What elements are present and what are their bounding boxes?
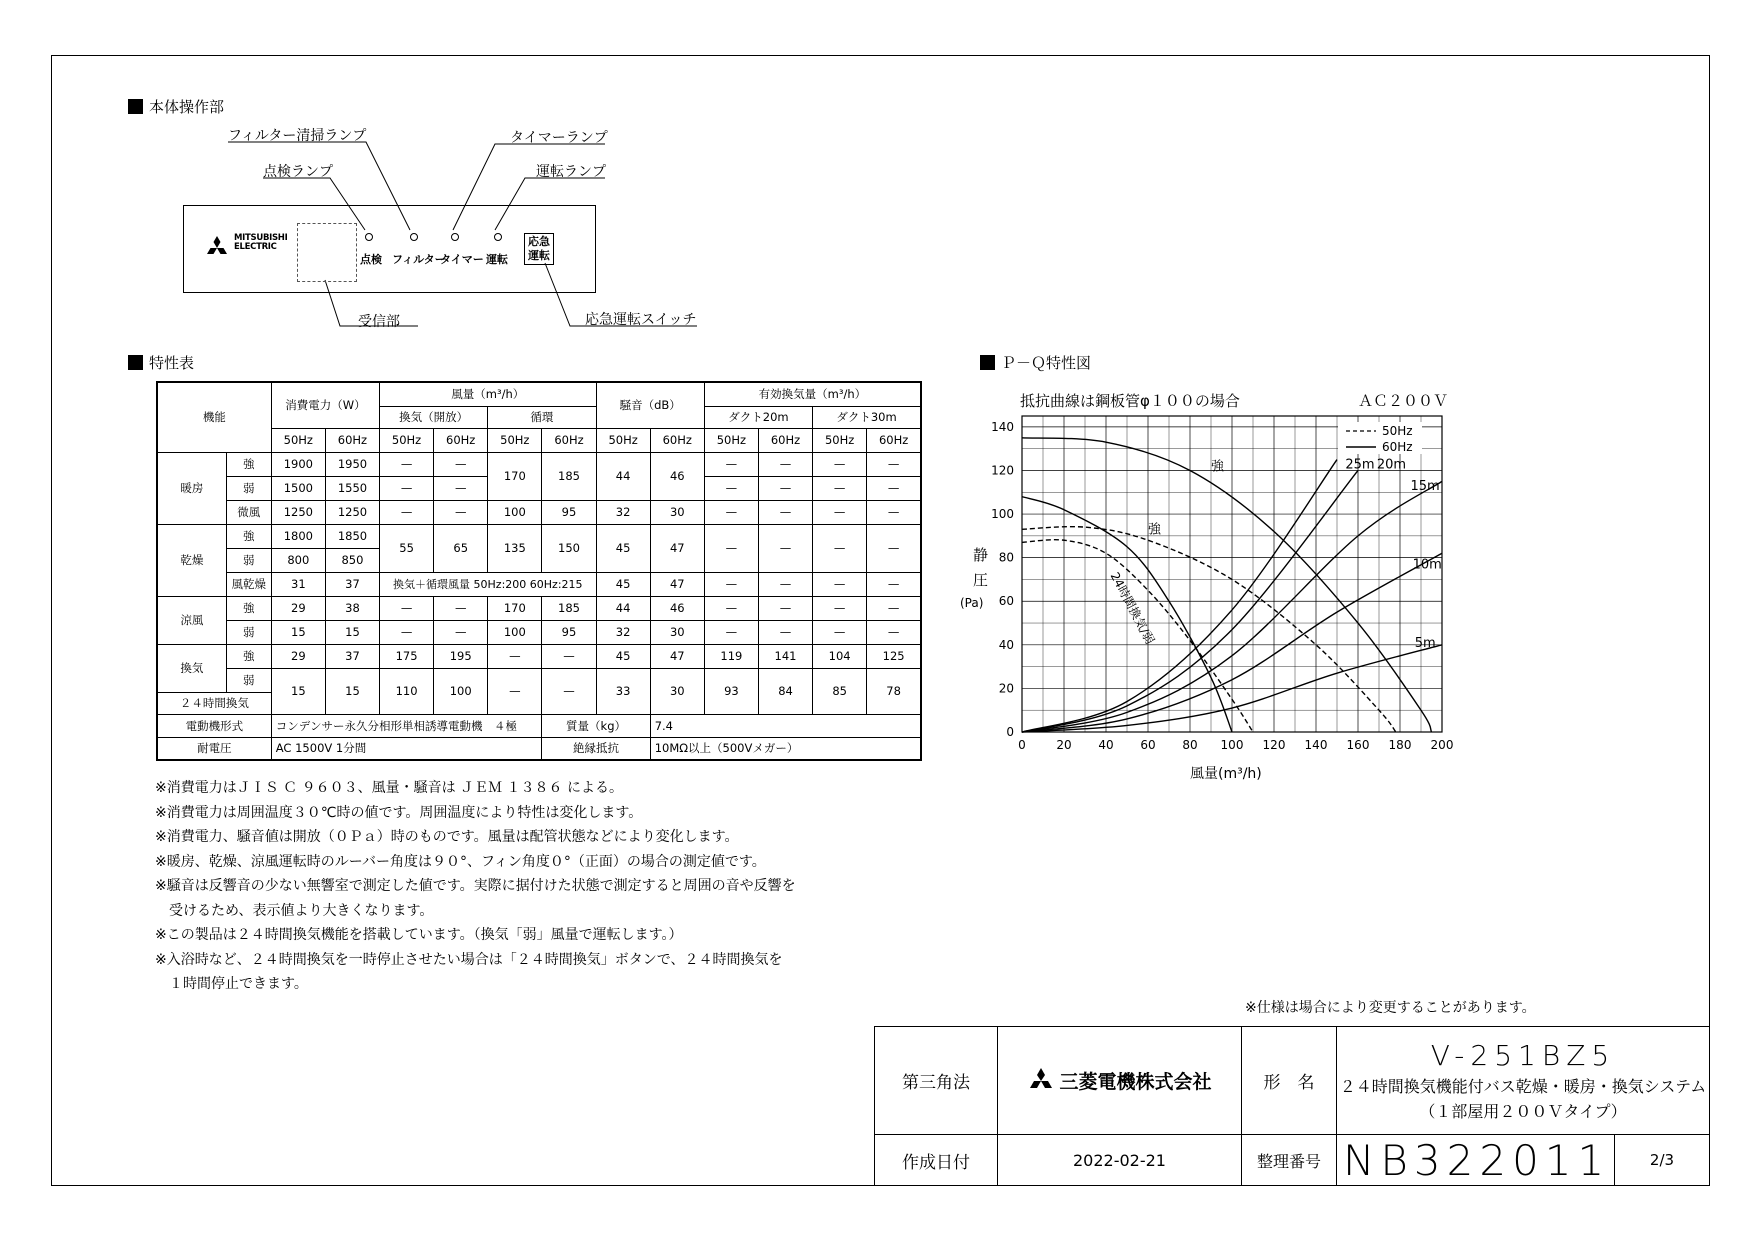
x-tick-label: 120 <box>1262 738 1286 752</box>
table-cell: 45 <box>596 644 650 668</box>
table-cell: — <box>813 500 867 524</box>
notes-list <box>155 776 796 997</box>
table-cell: 15 <box>325 668 379 714</box>
table-cell: 95 <box>542 620 596 644</box>
table-cell: — <box>813 572 867 596</box>
pq-ylabel-unit: (Pa) <box>960 596 984 610</box>
mode-cell: 弱 <box>226 620 271 644</box>
emergency-label-1: 応急 <box>528 235 550 248</box>
table-cell: 30 <box>650 668 704 714</box>
hz-cell: 60Hz <box>867 428 921 452</box>
timer-lamp-callout: タイマーランプ <box>510 130 608 146</box>
table-cell: 31 <box>271 572 325 596</box>
title-block <box>874 1026 1710 1186</box>
table-cell: — <box>704 452 758 476</box>
table-cell: 47 <box>650 572 704 596</box>
product-name-1: ２４時間換気機能付バス乾燥・暖房・換気システム <box>1339 1077 1707 1096</box>
table-cell: — <box>758 572 812 596</box>
table-cell: — <box>867 476 921 500</box>
note-line: ※この製品は２４時間換気機能を搭載しています。（換気「弱」風量で運転します。） <box>155 927 683 943</box>
header-duct30: ダクト30m <box>813 406 921 428</box>
table-row <box>157 452 921 476</box>
group-heating: 暖房 <box>157 452 226 524</box>
motor-label: 電動機形式 <box>157 714 271 737</box>
legend-60hz: 60Hz <box>1382 440 1413 454</box>
header-vent-open: 換気（開放） <box>380 406 488 428</box>
table-cell: 1800 <box>271 524 325 548</box>
header-noise: 騒音（dB） <box>596 382 704 428</box>
hz-cell: 50Hz <box>704 428 758 452</box>
table-cell: 32 <box>596 500 650 524</box>
mode-cell: 強 <box>226 452 271 476</box>
table-cell: 195 <box>434 644 488 668</box>
pq-ylabel-1: 静 <box>973 546 989 564</box>
emergency-label-2: 運転 <box>528 249 550 262</box>
table-cell: — <box>434 596 488 620</box>
y-tick-label: 20 <box>998 681 1014 696</box>
pq-subtitle: 抵抗曲線は鋼板管φ１００の場合 <box>1020 392 1240 410</box>
x-tick-label: 20 <box>1056 738 1072 752</box>
table-cell: 141 <box>758 644 812 668</box>
mitsubishi-logo-icon <box>1027 1068 1055 1094</box>
curve-label: 20m <box>1376 457 1407 473</box>
table-cell: — <box>867 524 921 572</box>
mode-cell: 強 <box>226 644 271 668</box>
table-cell: — <box>542 668 596 714</box>
table-cell: 119 <box>704 644 758 668</box>
curve-label: 10m <box>1412 557 1442 573</box>
y-tick-label: 100 <box>991 507 1014 522</box>
table-cell: 15 <box>271 620 325 644</box>
mitsubishi-logo-icon <box>204 236 230 260</box>
table-cell: — <box>704 500 758 524</box>
table-cell: — <box>758 476 812 500</box>
table-cell: — <box>758 452 812 476</box>
table-cell: 185 <box>542 452 596 500</box>
table-cell: 45 <box>596 572 650 596</box>
table-cell: 185 <box>542 596 596 620</box>
table-cell: — <box>758 596 812 620</box>
note-line: ※消費電力は周囲温度３０℃時の値です。周囲温度により特性は変化します。 <box>155 804 643 821</box>
table-cell: — <box>813 524 867 572</box>
emergency-switch-callout: 応急運転スイッチ <box>585 312 697 328</box>
table-cell: — <box>434 476 488 500</box>
maker-logo-text <box>234 234 287 252</box>
square-bullet-icon <box>128 355 143 370</box>
withstand-value: AC 1500V 1分間 <box>271 737 542 760</box>
pq-legend <box>1338 422 1422 454</box>
table-cell: — <box>867 452 921 476</box>
table-cell: 47 <box>650 644 704 668</box>
hz-cell: 60Hz <box>325 428 379 452</box>
check-label: 点検 <box>360 253 382 266</box>
curve-label: 強 <box>1211 459 1225 475</box>
table-cell: 1900 <box>271 452 325 476</box>
table-row <box>157 737 921 760</box>
square-bullet-icon <box>980 355 995 370</box>
table-cell: 44 <box>596 596 650 620</box>
mass-label: 質量（kg） <box>542 714 650 737</box>
docno-cell <box>1336 1134 1615 1186</box>
table-cell: 95 <box>542 500 596 524</box>
table-cell: — <box>380 620 434 644</box>
table-cell: 55 <box>380 524 434 572</box>
logo-line1: MITSUBISHI <box>234 233 288 243</box>
x-tick-label: 100 <box>1220 738 1244 752</box>
y-tick-label: 0 <box>1006 725 1014 739</box>
note-line: ※消費電力、騒音値は開放（０Ｐａ）時のものです。風量は配管状態などにより変化します。 <box>155 829 739 845</box>
table-cell: — <box>488 668 542 714</box>
group-vent: 換気 <box>157 644 226 692</box>
table-cell: 78 <box>867 668 921 714</box>
note-line: 受けるため、表示値より大きくなります。 <box>155 902 434 919</box>
pq-heading-text: Ｐ－Ｑ特性図 <box>1001 354 1092 372</box>
emergency-run-button[interactable] <box>524 233 554 265</box>
page-cell <box>1614 1134 1710 1186</box>
table-cell: 47 <box>650 524 704 572</box>
table-cell: 46 <box>650 452 704 500</box>
table-cell: — <box>704 620 758 644</box>
table-cell: 150 <box>542 524 596 572</box>
table-cell: 32 <box>596 620 650 644</box>
spec-table <box>156 381 922 761</box>
table-cell: 30 <box>650 500 704 524</box>
table-cell: 100 <box>434 668 488 714</box>
x-tick-label: 40 <box>1098 738 1114 752</box>
hz-cell: 60Hz <box>542 428 596 452</box>
mode-cell: 弱 <box>226 476 271 500</box>
table-cell: — <box>867 620 921 644</box>
table-row <box>157 620 921 644</box>
table-cell: 100 <box>488 500 542 524</box>
table-cell: — <box>380 596 434 620</box>
table-cell: — <box>704 524 758 572</box>
x-tick-label: 0 <box>1018 738 1026 752</box>
company-cell <box>997 1026 1242 1135</box>
table-cell: 33 <box>596 668 650 714</box>
page-number: 2/3 <box>1649 1151 1675 1169</box>
table-cell: — <box>380 476 434 500</box>
check-lamp <box>365 233 373 241</box>
table-cell: 65 <box>434 524 488 572</box>
spec-section-heading <box>128 352 194 373</box>
model-label: 形 名 <box>1263 1073 1315 1093</box>
table-cell: 29 <box>271 596 325 620</box>
table-cell: 850 <box>325 548 379 572</box>
mode-cell: 微風 <box>226 500 271 524</box>
spec-heading-text: 特性表 <box>149 354 195 372</box>
table-cell: 104 <box>813 644 867 668</box>
mode-cell: 風乾燥 <box>226 572 271 596</box>
check-lamp-callout: 点検ランプ <box>263 164 333 180</box>
mode-cell: 強 <box>226 524 271 548</box>
table-cell: — <box>488 644 542 668</box>
x-tick-label: 180 <box>1388 738 1412 752</box>
mode-cell: 弱 <box>226 668 271 692</box>
pq-ylabel-2: 圧 <box>973 571 989 589</box>
table-row <box>157 524 921 548</box>
table-cell: 15 <box>325 620 379 644</box>
hz-cell: 60Hz <box>434 428 488 452</box>
timer-lamp <box>451 233 459 241</box>
y-tick-label: 140 <box>991 419 1014 434</box>
series-line-solid-60Hz <box>1022 438 1432 732</box>
x-tick-label: 80 <box>1182 738 1198 752</box>
doc-no-label: 整理番号 <box>1256 1151 1321 1171</box>
table-cell: — <box>542 644 596 668</box>
product-name-2: （１部屋用２００Ｖタイプ） <box>1419 1102 1627 1121</box>
receiver-callout: 受信部 <box>358 314 400 330</box>
y-tick-label: 80 <box>998 550 1014 565</box>
table-cell: 38 <box>325 596 379 620</box>
insulation-label: 絶縁抵抗 <box>542 737 650 760</box>
note-line: １時間停止できます。 <box>155 976 308 992</box>
table-row <box>157 572 921 596</box>
x-tick-label: 140 <box>1304 738 1328 752</box>
table-cell: 46 <box>650 596 704 620</box>
table-cell: — <box>380 452 434 476</box>
legend-50hz: 50Hz <box>1382 424 1413 438</box>
y-tick-label: 60 <box>998 594 1014 609</box>
y-tick-label: 120 <box>991 463 1014 478</box>
filter-lamp-callout: フィルター清掃ランプ <box>228 128 367 144</box>
header-airflow: 風量（m³/h） <box>380 382 597 406</box>
table-row <box>157 596 921 620</box>
table-cell: — <box>867 572 921 596</box>
filter-label: フィルター <box>392 253 446 266</box>
table-cell: 45 <box>596 524 650 572</box>
table-cell: — <box>813 476 867 500</box>
projection-cell <box>874 1026 998 1135</box>
table-cell: 175 <box>380 644 434 668</box>
x-tick-label: 60 <box>1140 738 1156 752</box>
table-cell: — <box>434 452 488 476</box>
table-cell: 37 <box>325 644 379 668</box>
mass-value: 7.4 <box>650 714 921 737</box>
table-cell: 1850 <box>325 524 379 548</box>
model-cell <box>1336 1026 1710 1135</box>
x-tick-label: 160 <box>1346 738 1370 752</box>
panel-heading-text: 本体操作部 <box>149 98 225 116</box>
mode-cell: 強 <box>226 596 271 620</box>
date-cell <box>997 1134 1242 1186</box>
pq-curve-labels <box>1108 457 1442 651</box>
control-panel <box>183 205 596 293</box>
table-cell: — <box>704 476 758 500</box>
table-cell: 37 <box>325 572 379 596</box>
header-function: 機能 <box>157 382 271 452</box>
header-power: 消費電力（W） <box>271 382 379 428</box>
timer-label: タイマー <box>440 253 484 266</box>
pq-chart <box>980 400 1460 765</box>
table-cell: — <box>867 500 921 524</box>
series-line-resistance <box>1022 460 1337 732</box>
table-cell: 85 <box>813 668 867 714</box>
date-label: 作成日付 <box>902 1152 970 1173</box>
docno-label-cell <box>1241 1134 1337 1186</box>
pq-voltage: ＡＣ２００Ｖ <box>1358 392 1449 410</box>
table-cell: 1250 <box>325 500 379 524</box>
note-line: ※入浴時など、２４時間換気を一時停止させたい場合は「２４時間換気」ボタンで、２４時間換気を <box>155 951 783 968</box>
hz-cell: 50Hz <box>271 428 325 452</box>
motor-value: コンデンサー永久分相形単相誘導電動機 ４極 <box>271 714 542 737</box>
hz-cell: 60Hz <box>758 428 812 452</box>
table-cell: 84 <box>758 668 812 714</box>
table-row <box>157 668 921 692</box>
table-cell: 170 <box>488 452 542 500</box>
table-cell: — <box>380 500 434 524</box>
group-drying: 乾燥 <box>157 524 226 596</box>
curve-label-24h: 24時間換気/弱 <box>1107 569 1158 647</box>
table-cell: 換気＋循環風量 50Hz:200 60Hz:215 <box>380 572 597 596</box>
hz-cell: 50Hz <box>488 428 542 452</box>
hz-cell: 60Hz <box>650 428 704 452</box>
y-tick-label: 40 <box>998 637 1014 652</box>
table-row <box>157 714 921 737</box>
curve-label: 5m <box>1414 636 1436 652</box>
table-cell: 44 <box>596 452 650 500</box>
insulation-value: 10MΩ以上（500Vメガー） <box>650 737 921 760</box>
hz-cell: 50Hz <box>380 428 434 452</box>
table-cell: 170 <box>488 596 542 620</box>
run-lamp <box>494 233 502 241</box>
table-cell: 800 <box>271 548 325 572</box>
mode-cell: 弱 <box>226 548 271 572</box>
table-cell: 110 <box>380 668 434 714</box>
withstand-label: 耐電圧 <box>157 737 271 760</box>
header-circulation: 循環 <box>488 406 596 428</box>
table-cell: — <box>758 524 812 572</box>
model-label-cell <box>1241 1026 1337 1135</box>
note-line: ※消費電力はＪＩＳ Ｃ ９６０３、風量・騒音は ＪＥＭ １３８６ による。 <box>155 780 623 796</box>
pq-xlabel: 風量(m³/h) <box>1190 766 1262 782</box>
run-lamp-callout: 運転ランプ <box>536 164 606 180</box>
pq-section-heading <box>980 352 1091 373</box>
table-row <box>157 644 921 668</box>
note-line: ※暖房、乾燥、涼風運転時のルーバー角度は９０°、フィン角度０°（正面）の場合の測定値です。 <box>155 853 766 870</box>
spec-change-note: ※仕様は場合により変更することがあります。 <box>1245 1000 1536 1016</box>
table-cell: — <box>867 596 921 620</box>
receiver-window <box>297 223 357 282</box>
projection-method: 第三角法 <box>902 1073 970 1093</box>
logo-line2: ELECTRIC <box>234 242 277 252</box>
hz-cell: 50Hz <box>813 428 867 452</box>
table-cell: 15 <box>271 668 325 714</box>
curve-label: 25m <box>1345 457 1375 473</box>
table-cell: 1500 <box>271 476 325 500</box>
table-cell: 1250 <box>271 500 325 524</box>
table-cell: — <box>434 500 488 524</box>
table-cell: — <box>813 596 867 620</box>
curve-label: 強 <box>1148 522 1162 538</box>
table-cell: — <box>704 572 758 596</box>
run-label: 運転 <box>486 253 508 266</box>
header-effective-vent: 有効換気量（m³/h） <box>704 382 921 406</box>
header-duct20: ダクト20m <box>704 406 812 428</box>
hz-cell: 50Hz <box>596 428 650 452</box>
table-cell: — <box>813 452 867 476</box>
table-cell: 135 <box>488 524 542 572</box>
model-number: V-251BZ5 <box>1430 1039 1616 1072</box>
group-cool: 涼風 <box>157 596 226 644</box>
table-cell: 1550 <box>325 476 379 500</box>
table-cell: 100 <box>488 620 542 644</box>
table-cell: — <box>758 500 812 524</box>
filter-lamp <box>410 233 418 241</box>
date-label-cell <box>874 1134 998 1186</box>
table-cell: 93 <box>704 668 758 714</box>
table-cell: 1950 <box>325 452 379 476</box>
group-vent24: ２４時間換気 <box>157 692 271 714</box>
table-cell: 30 <box>650 620 704 644</box>
creation-date: 2022-02-21 <box>1073 1150 1166 1170</box>
doc-number: NB322011 <box>1343 1135 1611 1185</box>
table-row <box>157 500 921 524</box>
table-cell: — <box>813 620 867 644</box>
table-cell: — <box>434 620 488 644</box>
table-cell: 125 <box>867 644 921 668</box>
x-tick-label: 200 <box>1430 738 1454 752</box>
series-line-dashed-50Hz <box>1022 540 1253 732</box>
company-name: 三菱電機株式会社 <box>1059 1071 1212 1093</box>
note-line: ※騒音は反響音の少ない無響室で測定した値です。実際に据付けた状態で測定すると周囲の音や反響を <box>155 878 796 894</box>
table-cell: — <box>758 620 812 644</box>
table-cell: 29 <box>271 644 325 668</box>
table-cell: — <box>704 596 758 620</box>
curve-label: 15m <box>1410 479 1440 495</box>
